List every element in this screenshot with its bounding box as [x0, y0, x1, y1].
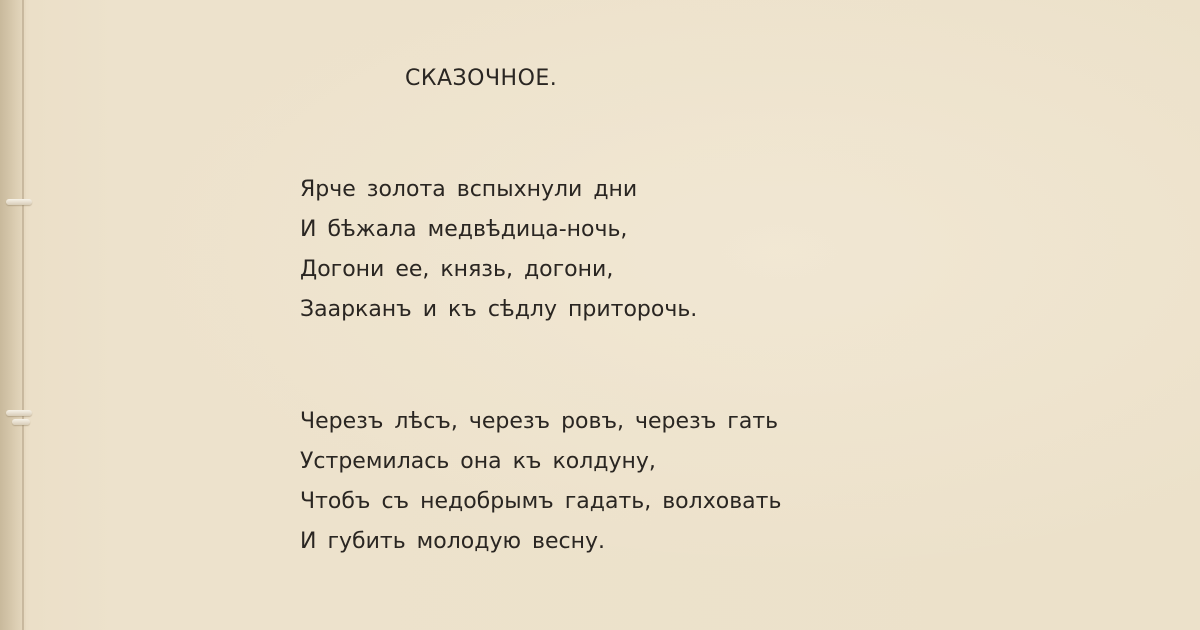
poem-line: Черезъ лѣсъ, черезъ ровъ, черезъ гать — [300, 409, 779, 434]
poem-line: Устремилась она къ колдуну, — [300, 449, 656, 474]
poem-line: Чтобъ съ недобрымъ гадать, волховать — [300, 489, 782, 514]
poem-line: И губить молодую весну. — [300, 529, 605, 554]
poem-line: Ярче золота вспыхнули дни — [300, 177, 638, 202]
stanza — [300, 170, 697, 330]
poem-line: Догони ее, князь, догони, — [300, 257, 614, 282]
poem-line: Заарканъ и къ сѣдлу приторочь. — [300, 297, 698, 322]
poem-title: СКАЗОЧНОЕ. — [405, 66, 558, 91]
stanza — [300, 402, 781, 562]
poem-line: И бѣжала медвѣдица-ночь, — [300, 217, 628, 242]
